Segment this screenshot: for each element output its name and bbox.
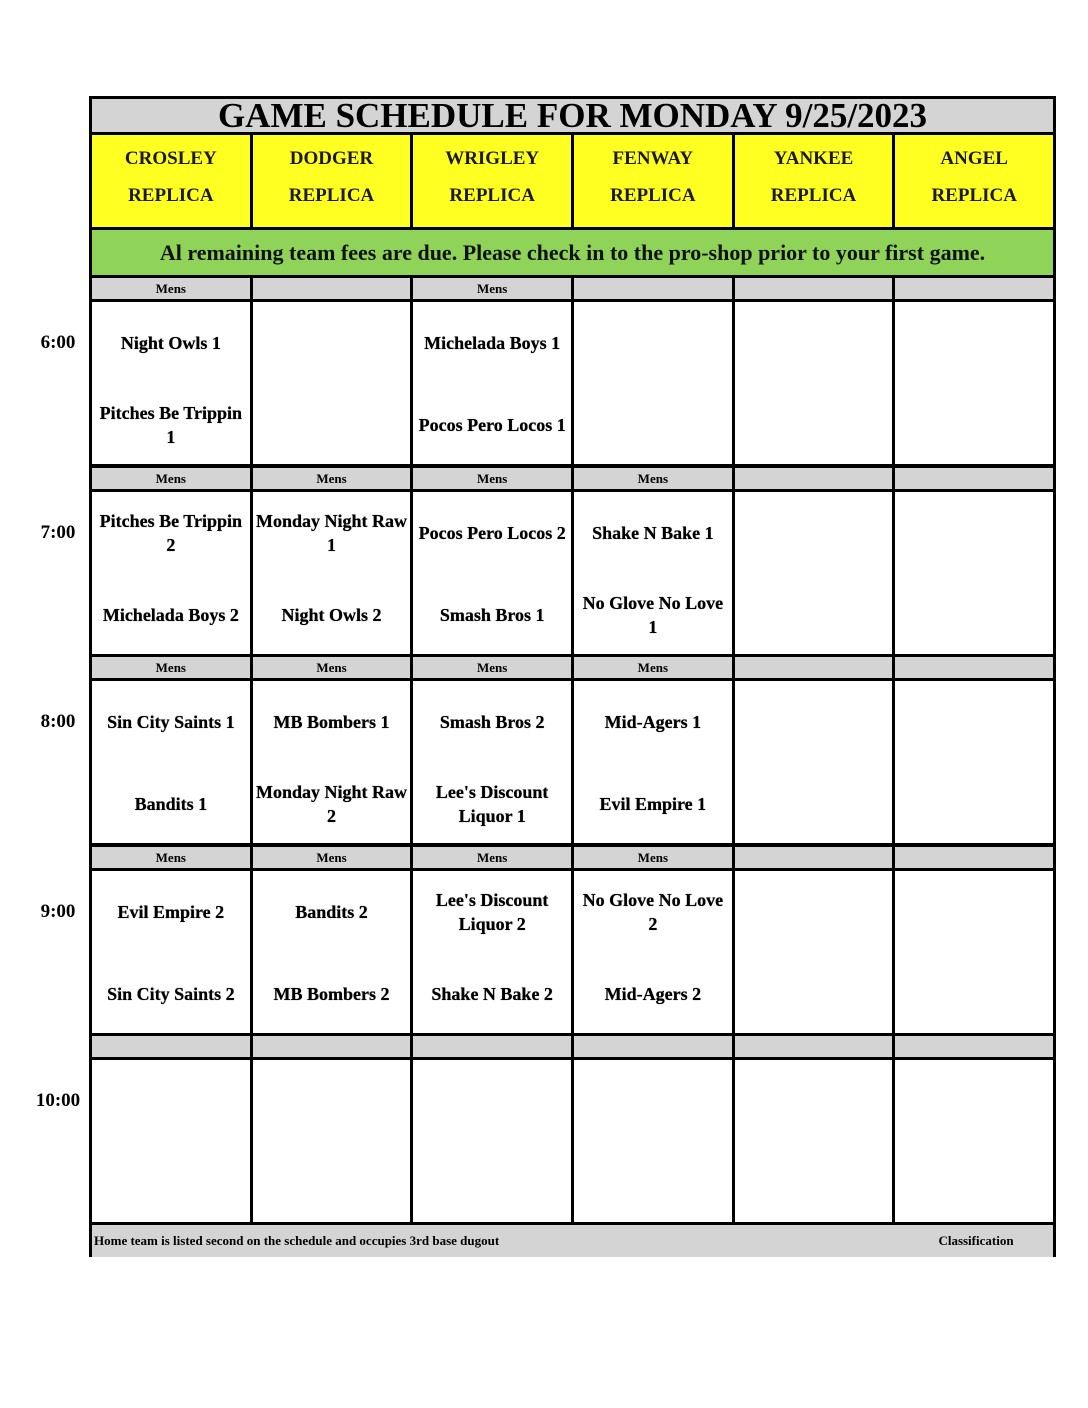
time-label: 9:00 (40, 901, 76, 922)
classification-cell: Mens (413, 847, 571, 868)
away-team: Bandits 2 (295, 902, 368, 922)
game-cell (253, 1060, 411, 1222)
away-team (895, 1066, 1053, 1136)
classification-cell: Mens (413, 468, 571, 489)
away-team: Evil Empire 2 (117, 902, 225, 922)
away-team (253, 1066, 411, 1136)
away-team (574, 1066, 732, 1136)
game-row (92, 302, 1053, 464)
home-team (895, 769, 1053, 839)
game-cell (574, 681, 732, 843)
classification-label: Classification (938, 1233, 1014, 1248)
home-team (735, 769, 893, 839)
away-team (735, 498, 893, 568)
classification-row (92, 278, 1053, 299)
game-cell (253, 681, 411, 843)
classification-cell: Mens (413, 657, 571, 678)
game-cell (574, 492, 732, 654)
field-header-yankee (735, 135, 893, 227)
game-cell (895, 1060, 1053, 1222)
game-cell (895, 492, 1053, 654)
away-team (735, 308, 893, 378)
away-team: Pitches Be Trippin 2 (99, 511, 243, 555)
field-header-fenway (574, 135, 732, 227)
classification-cell: Mens (574, 468, 732, 489)
field-subtitle: REPLICA (610, 185, 696, 206)
away-team: Smash Bros 2 (439, 712, 545, 732)
away-team (735, 877, 893, 947)
game-cell (895, 302, 1053, 464)
home-team (895, 580, 1053, 650)
schedule-title: GAME SCHEDULE FOR MONDAY 9/25/2023 (92, 99, 1053, 132)
game-row (92, 681, 1053, 843)
home-team: Monday Night Raw 2 (256, 782, 408, 826)
classification-cell (92, 1036, 250, 1057)
game-cell (413, 492, 571, 654)
classification-cell: Mens (574, 847, 732, 868)
game-cell (735, 681, 893, 843)
home-team: Michelada Boys 2 (102, 605, 239, 625)
away-team: Night Owls 1 (120, 333, 221, 353)
classification-cell: Mens (253, 468, 411, 489)
game-cell (735, 871, 893, 1033)
field-name: CROSLEY (124, 148, 217, 169)
home-team: Sin City Saints 2 (107, 984, 235, 1004)
fees-notice-banner: Al remaining team fees are due. Please check in to the pro-shop prior to your first game. (92, 230, 1053, 275)
home-team: Pitches Be Trippin 1 (99, 403, 243, 447)
game-cell (413, 871, 571, 1033)
classification-cell (895, 278, 1053, 299)
classification-cell: Mens (253, 847, 411, 868)
schedule-table (89, 96, 1056, 1257)
game-cell (413, 1060, 571, 1222)
game-cell (413, 302, 571, 464)
field-name: YANKEE (773, 148, 854, 169)
field-subtitle: REPLICA (931, 185, 1017, 206)
away-team: Sin City Saints 1 (107, 712, 235, 732)
home-team: No Glove No Love 1 (582, 593, 724, 637)
classification-cell: Mens (92, 657, 250, 678)
game-cell (253, 302, 411, 464)
field-header-angel (895, 135, 1053, 227)
home-team (413, 1148, 571, 1218)
game-cell (735, 302, 893, 464)
classification-cell (895, 657, 1053, 678)
home-team (574, 390, 732, 460)
classification-cell: Mens (413, 278, 571, 299)
classification-row (92, 657, 1053, 678)
home-team (253, 1148, 411, 1218)
game-cell (413, 681, 571, 843)
time-label: 6:00 (40, 332, 76, 353)
game-cell (895, 871, 1053, 1033)
time-label: 7:00 (40, 522, 76, 543)
away-team: No Glove No Love 2 (582, 890, 724, 934)
game-cell (253, 871, 411, 1033)
home-team: Smash Bros 1 (439, 605, 545, 625)
game-cell (92, 492, 250, 654)
away-team (895, 308, 1053, 378)
field-subtitle: REPLICA (288, 185, 375, 206)
away-team (735, 1066, 893, 1136)
classification-cell (895, 1036, 1053, 1057)
away-team: Pocos Pero Locos 2 (418, 523, 566, 543)
away-team (413, 1066, 571, 1136)
away-team (895, 498, 1053, 568)
game-row (92, 492, 1053, 654)
game-cell (253, 492, 411, 654)
away-team: Mid-Agers 1 (604, 712, 702, 732)
classification-cell (413, 1036, 571, 1057)
field-name: WRIGLEY (445, 148, 540, 169)
home-team (574, 1148, 732, 1218)
field-header-crosley (92, 135, 250, 227)
away-team (735, 687, 893, 757)
game-cell (735, 1060, 893, 1222)
game-cell (92, 302, 250, 464)
game-row (92, 871, 1053, 1033)
game-cell (92, 871, 250, 1033)
away-team (92, 1066, 250, 1136)
field-header-wrigley (413, 135, 571, 227)
away-team (895, 877, 1053, 947)
game-cell (574, 871, 732, 1033)
home-team (895, 1148, 1053, 1218)
field-name: DODGER (289, 148, 374, 169)
home-team (92, 1148, 250, 1218)
classification-cell: Mens (253, 657, 411, 678)
away-team (574, 308, 732, 378)
classification-cell (253, 278, 411, 299)
home-team: MB Bombers 2 (273, 984, 390, 1004)
home-team (735, 959, 893, 1029)
home-team: Evil Empire 1 (599, 794, 707, 814)
classification-cell: Mens (574, 657, 732, 678)
classification-cell (574, 278, 732, 299)
classification-cell (735, 657, 893, 678)
classification-cell (735, 847, 893, 868)
classification-cell (253, 1036, 411, 1057)
footer-bar (92, 1225, 1053, 1257)
field-name: ANGEL (940, 148, 1008, 169)
field-subtitle: REPLICA (449, 185, 535, 206)
classification-cell: Mens (92, 468, 250, 489)
game-cell (92, 681, 250, 843)
home-team: Lee's Discount Liquor 1 (435, 782, 549, 826)
time-label: 8:00 (40, 711, 76, 732)
game-row (92, 1060, 1053, 1222)
home-team (895, 959, 1053, 1029)
game-cell (574, 302, 732, 464)
classification-cell (735, 278, 893, 299)
field-subtitle: REPLICA (770, 185, 857, 206)
classification-row (92, 468, 1053, 489)
away-team: Michelada Boys 1 (424, 333, 561, 353)
field-name: FENWAY (612, 148, 694, 169)
classification-row (92, 1036, 1053, 1057)
classification-cell: Mens (92, 847, 250, 868)
classification-cell: Mens (92, 278, 250, 299)
home-team: Mid-Agers 2 (604, 984, 702, 1004)
home-team: Bandits 1 (134, 794, 208, 814)
home-team: Shake N Bake 2 (431, 984, 553, 1004)
game-cell (574, 1060, 732, 1222)
away-team: Monday Night Raw 1 (256, 511, 408, 555)
home-team-note: Home team is listed second on the schedule and occupies 3rd base dugout (94, 1233, 500, 1248)
home-team: Night Owls 2 (281, 605, 382, 625)
home-team: Pocos Pero Locos 1 (418, 415, 566, 435)
classification-cell (895, 847, 1053, 868)
classification-cell (735, 1036, 893, 1057)
home-team (735, 1148, 893, 1218)
field-header-dodger (253, 135, 411, 227)
home-team (735, 390, 893, 460)
game-cell (895, 681, 1053, 843)
away-team (253, 308, 411, 378)
classification-row (92, 847, 1053, 868)
classification-cell (574, 1036, 732, 1057)
home-team (735, 580, 893, 650)
classification-cell (895, 468, 1053, 489)
away-team: Lee's Discount Liquor 2 (435, 890, 549, 934)
time-label: 10:00 (35, 1090, 81, 1111)
away-team: MB Bombers 1 (273, 712, 390, 732)
home-team (253, 390, 411, 460)
game-cell (92, 1060, 250, 1222)
field-subtitle: REPLICA (128, 185, 214, 206)
field-header-row (92, 135, 1053, 227)
away-team (895, 687, 1053, 757)
game-cell (735, 492, 893, 654)
classification-cell (735, 468, 893, 489)
home-team (895, 390, 1053, 460)
away-team: Shake N Bake 1 (592, 523, 714, 543)
